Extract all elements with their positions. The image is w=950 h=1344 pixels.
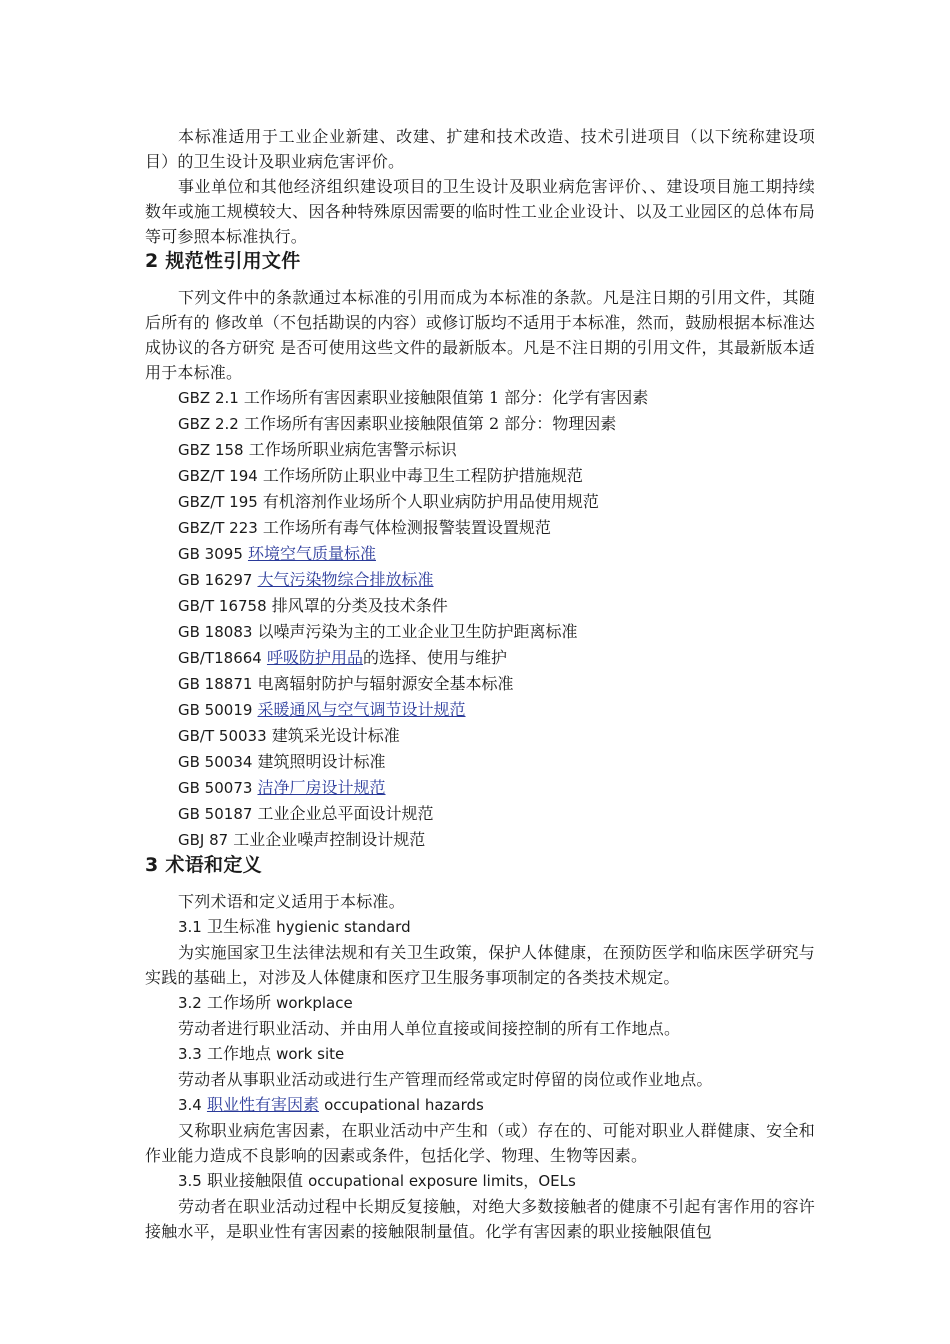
reference-code: GB 50019 bbox=[178, 701, 253, 719]
term-definition: 劳动者进行职业活动、并由用人单位直接或间接控制的所有工作地点。 bbox=[178, 1019, 681, 1038]
reference-title: 工作场所有毒气体检测报警装置设置规范 bbox=[262, 518, 551, 537]
reference-item bbox=[145, 801, 815, 827]
term-definition: 又称职业病危害因素，在职业活动中产生和（或）存在的、可能对职业人群健康、安全和作业能力造成不良影响的因素或条件，包括化学、物理、生物等因素。 bbox=[145, 1121, 815, 1165]
term-number: 3.1 bbox=[178, 918, 202, 936]
section-3-intro: 下列术语和定义适用于本标准。 bbox=[178, 892, 405, 911]
reference-code: GBZ/T 194 bbox=[178, 467, 258, 485]
reference-item bbox=[145, 697, 815, 723]
term-name-cn: 卫生标准 bbox=[206, 917, 271, 936]
reference-title: 工作场所有害因素职业接触限值第 2 部分：物理因素 bbox=[243, 414, 617, 433]
term-heading bbox=[145, 1092, 815, 1118]
term-number: 3.4 bbox=[178, 1096, 202, 1114]
reference-item bbox=[145, 723, 815, 749]
reference-code: GB 18871 bbox=[178, 675, 253, 693]
reference-code: GB/T 50033 bbox=[178, 727, 267, 745]
scope-paragraph-1: 本标准适用于工业企业新建、改建、扩建和技术改造、技术引进项目（以下统称建设项目）的卫生设计及职业病危害评价。 bbox=[145, 127, 815, 171]
reference-item bbox=[145, 515, 815, 541]
reference-code: GB 16297 bbox=[178, 571, 253, 589]
reference-link[interactable]: 采暖通风与空气调节设计规范 bbox=[257, 700, 466, 719]
term-name-cn: 工作地点 bbox=[206, 1044, 271, 1063]
reference-title: 建筑照明设计标准 bbox=[257, 752, 386, 771]
term-definition: 劳动者从事职业活动或进行生产管理而经常或定时停留的岗位或作业地点。 bbox=[178, 1070, 713, 1089]
reference-list bbox=[145, 385, 815, 853]
term-number: 3.3 bbox=[178, 1045, 202, 1063]
reference-title: 工作场所有害因素职业接触限值第 1 部分：化学有害因素 bbox=[243, 388, 649, 407]
reference-title: 建筑采光设计标准 bbox=[271, 726, 400, 745]
reference-item bbox=[145, 489, 815, 515]
term-number: 3.5 bbox=[178, 1172, 202, 1190]
reference-item bbox=[145, 671, 815, 697]
reference-code: GB/T 16758 bbox=[178, 597, 267, 615]
section-3-heading: 3 术语和定义 bbox=[145, 854, 262, 876]
term-name-en: workplace bbox=[276, 994, 353, 1012]
term-name-cn: 职业接触限值 bbox=[206, 1171, 303, 1190]
term-heading bbox=[145, 1168, 815, 1194]
reference-item bbox=[145, 749, 815, 775]
reference-title: 工作场所防止职业中毒卫生工程防护措施规范 bbox=[262, 466, 583, 485]
term-definition: 为实施国家卫生法律法规和有关卫生政策，保护人体健康，在预防医学和临床医学研究与实践的基础上，对涉及人体健康和医疗卫生服务事项制定的各类技术规定。 bbox=[145, 943, 815, 987]
reference-item bbox=[145, 437, 815, 463]
reference-item bbox=[145, 411, 815, 437]
reference-code: GBZ 2.1 bbox=[178, 389, 239, 407]
reference-code: GBZ 158 bbox=[178, 441, 244, 459]
term-definition: 劳动者在职业活动过程中长期反复接触，对绝大多数接触者的健康不引起有害作用的容许接触水平，是职业性有害因素的接触限制量值。化学有害因素的职业接触限值包 bbox=[145, 1197, 815, 1241]
reference-title: 电离辐射防护与辐射源安全基本标准 bbox=[257, 674, 514, 693]
document-body bbox=[145, 124, 815, 1244]
reference-code: GB 50073 bbox=[178, 779, 253, 797]
term-name-en: occupational hazards bbox=[324, 1096, 484, 1114]
section-2-heading: 2 规范性引用文件 bbox=[145, 250, 301, 272]
scope-paragraph-2: 事业单位和其他经济组织建设项目的卫生设计及职业病危害评价、、建设项目施工期持续数年或施工规模较大、因各种特殊原因需要的临时性工业企业设计、以及工业园区的总体布局等可参照本标准执行。 bbox=[145, 177, 815, 246]
reference-title: 有机溶剂作业场所个人职业病防护用品使用规范 bbox=[262, 492, 599, 511]
term-list bbox=[145, 914, 815, 1244]
term-name-link[interactable]: 职业性有害因素 bbox=[206, 1095, 319, 1114]
reference-title: 排风罩的分类及技术条件 bbox=[271, 596, 448, 615]
reference-item bbox=[145, 827, 815, 853]
term-heading bbox=[145, 914, 815, 940]
reference-code: GBZ/T 195 bbox=[178, 493, 258, 511]
reference-code: GB 50187 bbox=[178, 805, 253, 823]
term-heading bbox=[145, 1041, 815, 1067]
reference-link[interactable]: 呼吸防护用品 bbox=[266, 648, 363, 667]
reference-title: 工业企业噪声控制设计规范 bbox=[233, 830, 426, 849]
reference-title-suffix: 的选择、使用与维护 bbox=[362, 648, 507, 667]
reference-item bbox=[145, 593, 815, 619]
term-name-cn: 工作场所 bbox=[206, 993, 271, 1012]
term-number: 3.2 bbox=[178, 994, 202, 1012]
section-2-paragraph: 下列文件中的条款通过本标准的引用而成为本标准的条款。凡是注日期的引用文件，其随后所有的 修改单（不包括勘误的内容）或修订版均不适用于本标准，然而，鼓励根据本标准达成协议的各方研究 是否可使用这些文件的最新版本。凡是不注日期的引用文件，其最新版本适用于本标准。 bbox=[145, 288, 815, 382]
reference-code: GB 18083 bbox=[178, 623, 253, 641]
reference-code: GBZ 2.2 bbox=[178, 415, 239, 433]
term-name-en: hygienic standard bbox=[276, 918, 411, 936]
reference-item bbox=[145, 567, 815, 593]
reference-item bbox=[145, 775, 815, 801]
term-name-en: work site bbox=[276, 1045, 345, 1063]
reference-link[interactable]: 大气污染物综合排放标准 bbox=[257, 570, 434, 589]
reference-item bbox=[145, 645, 815, 671]
reference-code: GB 3095 bbox=[178, 545, 243, 563]
reference-item bbox=[145, 385, 815, 411]
reference-title: 工业企业总平面设计规范 bbox=[257, 804, 434, 823]
term-name-en: occupational exposure limits，OELs bbox=[308, 1172, 576, 1190]
reference-link[interactable]: 洁净厂房设计规范 bbox=[257, 778, 386, 797]
reference-code: GBZ/T 223 bbox=[178, 519, 258, 537]
reference-item bbox=[145, 463, 815, 489]
term-heading bbox=[145, 990, 815, 1016]
reference-item bbox=[145, 619, 815, 645]
reference-item bbox=[145, 541, 815, 567]
reference-link[interactable]: 环境空气质量标准 bbox=[247, 544, 376, 563]
reference-code: GB/T18664 bbox=[178, 649, 262, 667]
reference-title: 以噪声污染为主的工业企业卫生防护距离标准 bbox=[257, 622, 578, 641]
reference-code: GB 50034 bbox=[178, 753, 253, 771]
reference-title: 工作场所职业病危害警示标识 bbox=[248, 440, 457, 459]
reference-code: GBJ 87 bbox=[178, 831, 229, 849]
